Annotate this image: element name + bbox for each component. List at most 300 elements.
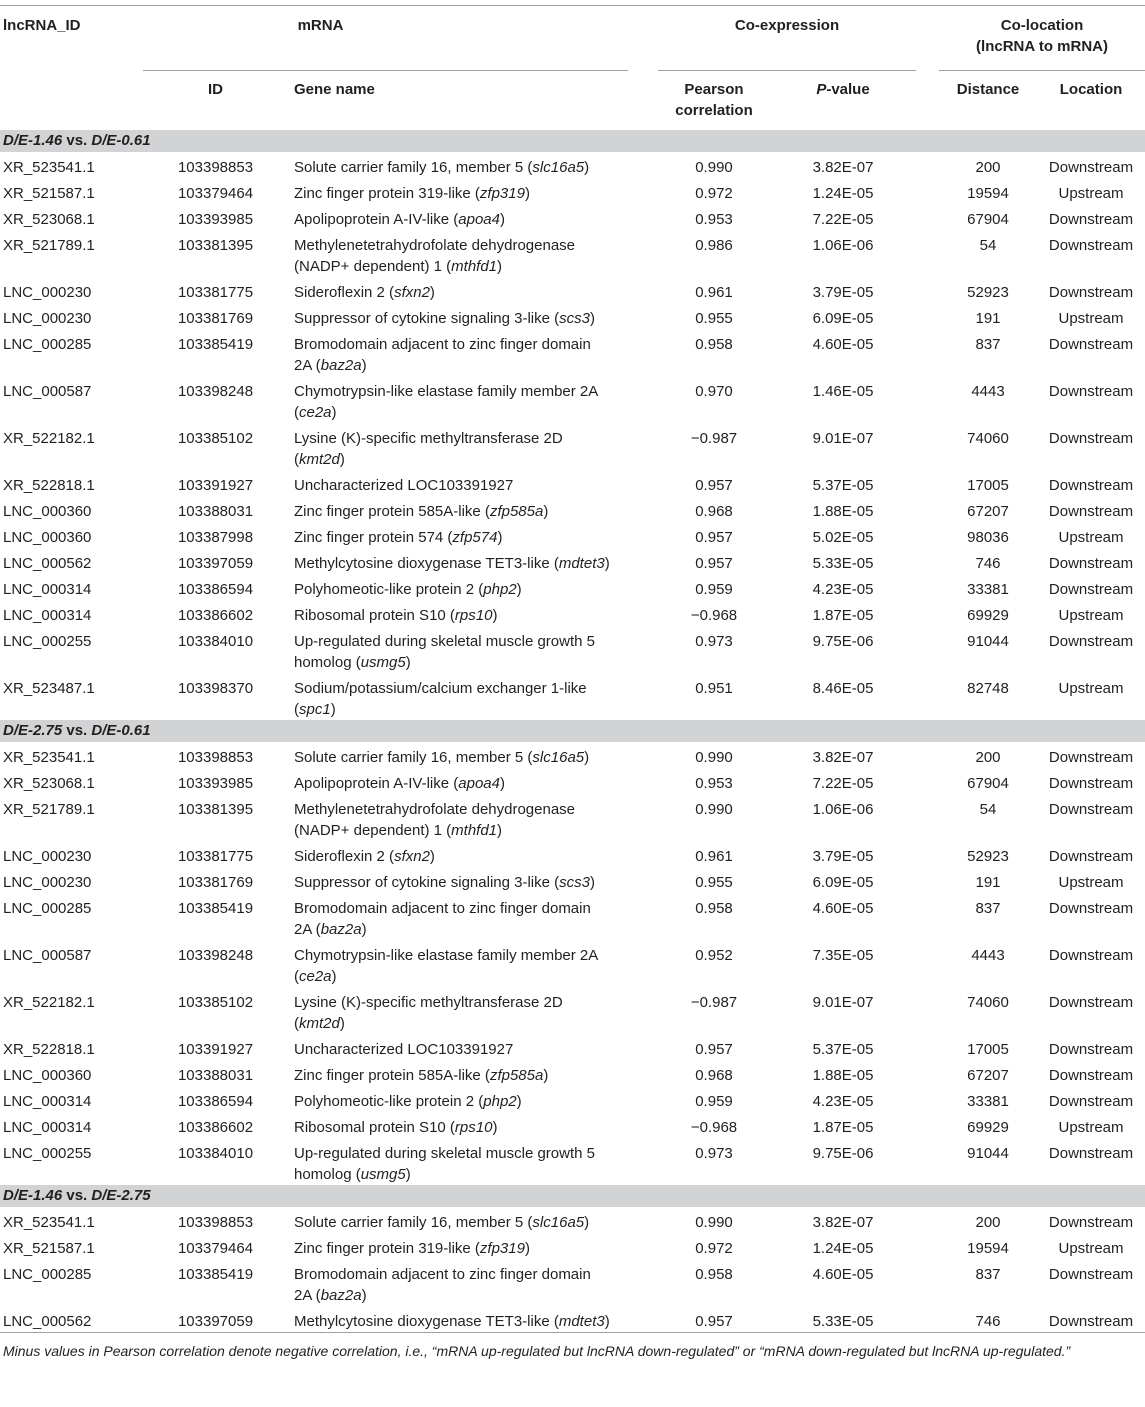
gene-name-line2: ( <box>294 451 299 468</box>
location-cell: Downstream <box>1048 749 1134 766</box>
gene-symbol: mdtet3 <box>558 1313 605 1330</box>
pvalue-cell: 3.79E-05 <box>812 848 874 865</box>
pvalue-cell: 1.87E-05 <box>812 607 874 624</box>
location-cell: Downstream <box>1048 211 1134 228</box>
lncrna-id-cell: LNC_000285 <box>3 1266 92 1283</box>
gene-symbol-close: ) <box>497 822 503 839</box>
location-cell: Downstream <box>1048 1145 1134 1162</box>
gene-symbol-close: ) <box>589 874 595 891</box>
distance-cell: 746 <box>975 555 1001 572</box>
gene-name-text: Apolipoprotein A-IV-like ( <box>294 775 459 792</box>
mrna-id-cell: 103381769 <box>177 310 254 327</box>
distance-cell: 200 <box>975 749 1001 766</box>
col-pearson-line2: correlation <box>675 102 753 119</box>
gene-name-cell <box>288 548 658 574</box>
location-cell: Downstream <box>1048 581 1134 598</box>
gene-symbol-close: ) <box>499 211 505 228</box>
spacer-cell <box>916 841 939 867</box>
lncrna-id-cell: XR_523541.1 <box>3 1214 95 1231</box>
gene-symbol: spc1 <box>299 701 331 718</box>
location-cell: Downstream <box>1048 159 1134 176</box>
section-title-mid: vs. <box>62 132 92 149</box>
lncrna-id-cell: XR_523068.1 <box>3 775 95 792</box>
gene-name-text: Zinc finger protein 585A-like ( <box>294 1067 490 1084</box>
spacer-cell <box>916 673 939 720</box>
gene-name-cell <box>288 204 658 230</box>
pearson-cell: 0.968 <box>695 503 733 520</box>
mrna-id-cell: 103384010 <box>177 1145 254 1162</box>
pearson-cell: 0.953 <box>695 211 733 228</box>
pearson-cell: −0.968 <box>690 607 738 624</box>
mrna-id-cell: 103379464 <box>177 1240 254 1257</box>
gene-name-cell <box>288 742 658 768</box>
spacer-cell <box>916 1207 939 1233</box>
header-row-1 <box>0 6 1145 71</box>
gene-name-text: Solute carrier family 16, member 5 ( <box>294 1214 533 1231</box>
gene-symbol: mthfd1 <box>451 258 498 275</box>
spacer-cell <box>916 626 939 673</box>
table-row <box>0 303 1145 329</box>
mrna-id-cell: 103381775 <box>177 284 254 301</box>
gene-name-text: Polyhomeotic-like protein 2 ( <box>294 581 484 598</box>
distance-cell: 67207 <box>967 503 1009 520</box>
gene-symbol-close: ) <box>405 654 411 671</box>
gene-symbol-close: ) <box>524 1240 530 1257</box>
lncrna-id-cell: XR_522182.1 <box>3 994 95 1011</box>
gene-name-cell <box>288 303 658 329</box>
spacer-cell <box>916 940 939 987</box>
pearson-cell: 0.959 <box>695 1093 733 1110</box>
gene-symbol-close: ) <box>543 503 549 520</box>
lncrna-id-cell: XR_521789.1 <box>3 801 95 818</box>
lncrna-id-cell: LNC_000230 <box>3 874 92 891</box>
lncrna-id-cell: XR_523541.1 <box>3 159 95 176</box>
table-row <box>0 152 1145 178</box>
gene-symbol: mdtet3 <box>558 555 605 572</box>
gene-symbol: ce2a <box>299 404 332 421</box>
gene-name-text: Lysine (K)-specific methyltransferase 2D <box>294 430 563 447</box>
lncrna-id-cell: LNC_000285 <box>3 900 92 917</box>
gene-name-text: Suppressor of cytokine signaling 3-like ( <box>294 874 560 891</box>
gene-symbol-close: ) <box>429 848 435 865</box>
gene-name-cell <box>288 1112 658 1138</box>
spacer-cell <box>916 574 939 600</box>
pearson-cell: 0.986 <box>695 237 733 254</box>
distance-cell: 91044 <box>967 1145 1009 1162</box>
distance-cell: 69929 <box>967 607 1009 624</box>
spacer-cell <box>916 1060 939 1086</box>
section-title <box>0 1185 1145 1207</box>
distance-cell: 17005 <box>967 477 1009 494</box>
gene-symbol: rps10 <box>454 1119 493 1136</box>
mrna-id-cell: 103388031 <box>177 1067 254 1084</box>
pvalue-cell: 9.75E-06 <box>812 633 874 650</box>
lncrna-id-cell: LNC_000255 <box>3 1145 92 1162</box>
gene-symbol: sfxn2 <box>394 284 430 301</box>
distance-cell: 19594 <box>967 185 1009 202</box>
mrna-id-cell: 103398853 <box>177 1214 254 1231</box>
gene-name-line2: ( <box>294 968 299 985</box>
mrna-id-cell: 103385419 <box>177 336 254 353</box>
spacer-cell <box>916 1233 939 1259</box>
col-coexpression: Co-expression <box>734 17 840 34</box>
gene-symbol: mthfd1 <box>451 822 498 839</box>
header-row-2 <box>0 71 1145 131</box>
table-row <box>0 1112 1145 1138</box>
gene-symbol: scs3 <box>559 310 590 327</box>
pearson-cell: −0.987 <box>690 994 738 1011</box>
table-row <box>0 423 1145 470</box>
pvalue-cell: 5.33E-05 <box>812 555 874 572</box>
location-cell: Downstream <box>1048 947 1134 964</box>
pearson-cell: 0.957 <box>695 529 733 546</box>
spacer-cell <box>916 893 939 940</box>
spacer-cell <box>916 867 939 893</box>
gene-name-text: Methylcytosine dioxygenase TET3-like ( <box>294 1313 559 1330</box>
gene-symbol-close: ) <box>339 1015 345 1032</box>
distance-cell: 74060 <box>967 430 1009 447</box>
table-row <box>0 470 1145 496</box>
lncrna-id-cell: LNC_000314 <box>3 1093 92 1110</box>
gene-name-text: Chymotrypsin-like elastase family member 2A <box>294 947 599 964</box>
pvalue-cell: 5.02E-05 <box>812 529 874 546</box>
pvalue-cell: 7.35E-05 <box>812 947 874 964</box>
location-cell: Upstream <box>1058 529 1124 546</box>
section-title-b: D/E-2.75 <box>91 1187 151 1204</box>
location-cell: Downstream <box>1048 994 1134 1011</box>
gene-symbol-close: ) <box>331 968 337 985</box>
table-row <box>0 841 1145 867</box>
gene-symbol-close: ) <box>361 1287 367 1304</box>
spacer-cell <box>916 600 939 626</box>
lncrna-id-cell: LNC_000360 <box>3 529 92 546</box>
pvalue-cell: 1.24E-05 <box>812 185 874 202</box>
gene-name-cell <box>288 329 658 376</box>
spacer-cell <box>916 742 939 768</box>
col-pearson <box>658 71 770 131</box>
lncrna-id-cell: LNC_000562 <box>3 1313 92 1330</box>
gene-name-text: Bromodomain adjacent to zinc finger domain <box>294 336 591 353</box>
gene-name-line2: 2A ( <box>294 357 321 374</box>
mrna-id-cell: 103391927 <box>177 1041 254 1058</box>
spacer-cell <box>916 178 939 204</box>
spacer-cell <box>916 1112 939 1138</box>
location-cell: Upstream <box>1058 185 1124 202</box>
mrna-id-cell: 103398248 <box>177 383 254 400</box>
gene-symbol-close: ) <box>604 1313 610 1330</box>
gene-symbol: php2 <box>483 581 517 598</box>
distance-cell: 98036 <box>967 529 1009 546</box>
gene-symbol: ce2a <box>299 968 332 985</box>
table-row <box>0 1259 1145 1306</box>
gene-symbol: baz2a <box>320 921 362 938</box>
distance-cell: 200 <box>975 1214 1001 1231</box>
pvalue-cell: 7.22E-05 <box>812 775 874 792</box>
gene-name-text: Suppressor of cytokine signaling 3-like ( <box>294 310 560 327</box>
location-cell: Downstream <box>1048 633 1134 650</box>
lncrna-id-cell: LNC_000230 <box>3 310 92 327</box>
location-cell: Downstream <box>1048 848 1134 865</box>
gene-symbol: slc16a5 <box>532 159 585 176</box>
table-row <box>0 1060 1145 1086</box>
pvalue-cell: 4.60E-05 <box>812 336 874 353</box>
gene-symbol-close: ) <box>589 310 595 327</box>
gene-symbol-close: ) <box>339 451 345 468</box>
gene-symbol-close: ) <box>516 1093 522 1110</box>
mrna-id-cell: 103393985 <box>177 775 254 792</box>
lncrna-id-cell: LNC_000230 <box>3 848 92 865</box>
mrna-id-cell: 103385102 <box>177 994 254 1011</box>
table-row <box>0 867 1145 893</box>
pearson-cell: 0.958 <box>695 1266 733 1283</box>
gene-name-text: Ribosomal protein S10 ( <box>294 1119 455 1136</box>
table-row <box>0 600 1145 626</box>
gene-name-text: Uncharacterized LOC103391927 <box>294 1041 514 1058</box>
gene-name-cell <box>288 1306 658 1332</box>
pearson-cell: 0.958 <box>695 336 733 353</box>
pvalue-cell: 5.37E-05 <box>812 477 874 494</box>
gene-name-text: Apolipoprotein A-IV-like ( <box>294 211 459 228</box>
gene-name-text: Zinc finger protein 319-like ( <box>294 185 480 202</box>
location-cell: Downstream <box>1048 1093 1134 1110</box>
distance-cell: 52923 <box>967 848 1009 865</box>
pearson-cell: 0.990 <box>695 159 733 176</box>
mrna-id-cell: 103398853 <box>177 749 254 766</box>
distance-cell: 52923 <box>967 284 1009 301</box>
gene-symbol-close: ) <box>524 185 530 202</box>
section-title-a: D/E-1.46 <box>3 1187 63 1204</box>
gene-name-line2: homolog ( <box>294 654 361 671</box>
distance-cell: 54 <box>979 801 997 818</box>
pvalue-cell: 3.82E-07 <box>812 749 874 766</box>
col-colocation-line2: (lncRNA to mRNA) <box>976 38 1108 55</box>
gene-name-cell <box>288 1060 658 1086</box>
gene-symbol: php2 <box>483 1093 517 1110</box>
location-cell: Downstream <box>1048 775 1134 792</box>
spacer-cell <box>916 1086 939 1112</box>
gene-symbol: rps10 <box>454 607 493 624</box>
lncrna-id-cell: XR_522818.1 <box>3 477 95 494</box>
mrna-id-cell: 103391927 <box>177 477 254 494</box>
col-pvalue-p: P <box>816 81 827 98</box>
gene-symbol: slc16a5 <box>532 1214 585 1231</box>
spacer-cell <box>916 548 939 574</box>
spacer-cell <box>916 152 939 178</box>
gene-symbol: kmt2d <box>299 1015 340 1032</box>
gene-symbol: zfp319 <box>479 185 525 202</box>
section-title-mid: vs. <box>62 1187 92 1204</box>
gene-symbol-close: ) <box>584 1214 590 1231</box>
location-cell: Upstream <box>1058 874 1124 891</box>
gene-name-text: Polyhomeotic-like protein 2 ( <box>294 1093 484 1110</box>
pvalue-cell: 1.88E-05 <box>812 503 874 520</box>
table-row <box>0 940 1145 987</box>
spacer-cell <box>916 423 939 470</box>
location-cell: Downstream <box>1048 430 1134 447</box>
pearson-cell: 0.990 <box>695 1214 733 1231</box>
location-cell: Downstream <box>1048 1214 1134 1231</box>
table-row <box>0 548 1145 574</box>
table-row <box>0 329 1145 376</box>
pearson-cell: 0.972 <box>695 185 733 202</box>
mrna-id-cell: 103381395 <box>177 801 254 818</box>
spacer-cell <box>916 277 939 303</box>
gene-name-cell <box>288 841 658 867</box>
table-row <box>0 673 1145 720</box>
col-id: ID <box>143 71 288 131</box>
table-row <box>0 178 1145 204</box>
table-row <box>0 1034 1145 1060</box>
gene-name-cell <box>288 940 658 987</box>
gene-name-line2: ( <box>294 701 299 718</box>
table-row <box>0 204 1145 230</box>
mrna-id-cell: 103379464 <box>177 185 254 202</box>
spacer-cell <box>916 303 939 329</box>
gene-symbol: scs3 <box>559 874 590 891</box>
lncrna-id-cell: LNC_000314 <box>3 1119 92 1136</box>
pearson-cell: 0.957 <box>695 555 733 572</box>
distance-cell: 17005 <box>967 1041 1009 1058</box>
gene-symbol-close: ) <box>361 357 367 374</box>
gene-symbol-close: ) <box>330 701 336 718</box>
pvalue-cell: 4.23E-05 <box>812 1093 874 1110</box>
gene-name-line2: 2A ( <box>294 921 321 938</box>
pvalue-cell: 3.82E-07 <box>812 1214 874 1231</box>
gene-symbol: zfp574 <box>452 529 498 546</box>
pearson-cell: 0.959 <box>695 581 733 598</box>
distance-cell: 54 <box>979 237 997 254</box>
table-row <box>0 522 1145 548</box>
col-gene-name: Gene name <box>288 71 628 131</box>
distance-cell: 91044 <box>967 633 1009 650</box>
pearson-cell: 0.952 <box>695 947 733 964</box>
pearson-cell: −0.987 <box>690 430 738 447</box>
spacer-cell <box>916 204 939 230</box>
distance-cell: 200 <box>975 159 1001 176</box>
table-row <box>0 742 1145 768</box>
col-location: Location <box>1037 71 1145 131</box>
col-colocation <box>939 6 1145 71</box>
table-row <box>0 626 1145 673</box>
gene-name-text: Sideroflexin 2 ( <box>294 848 395 865</box>
distance-cell: 837 <box>975 336 1001 353</box>
distance-cell: 67904 <box>967 775 1009 792</box>
pvalue-cell: 5.33E-05 <box>812 1313 874 1330</box>
gene-name-cell <box>288 1034 658 1060</box>
distance-cell: 82748 <box>967 680 1009 697</box>
pearson-cell: 0.957 <box>695 1041 733 1058</box>
lncrna-id-cell: LNC_000360 <box>3 503 92 520</box>
section-title <box>0 720 1145 742</box>
gene-symbol-close: ) <box>604 555 610 572</box>
pvalue-cell: 7.22E-05 <box>812 211 874 228</box>
gene-name-line2: homolog ( <box>294 1166 361 1183</box>
section-title-a: D/E-2.75 <box>3 722 63 739</box>
gene-symbol: zfp585a <box>489 503 544 520</box>
table-row <box>0 1306 1145 1332</box>
pearson-cell: 0.955 <box>695 310 733 327</box>
section-header <box>0 130 1145 152</box>
lncrna-id-cell: LNC_000587 <box>3 947 92 964</box>
gene-symbol-close: ) <box>331 404 337 421</box>
col-pvalue <box>770 71 916 131</box>
location-cell: Downstream <box>1048 477 1134 494</box>
gene-name-cell <box>288 987 658 1034</box>
pvalue-cell: 1.88E-05 <box>812 1067 874 1084</box>
gene-name-text: Solute carrier family 16, member 5 ( <box>294 749 533 766</box>
pvalue-cell: 1.24E-05 <box>812 1240 874 1257</box>
gene-symbol: zfp585a <box>489 1067 544 1084</box>
distance-cell: 746 <box>975 1313 1001 1330</box>
pearson-cell: 0.958 <box>695 900 733 917</box>
table-row <box>0 230 1145 277</box>
gene-symbol-close: ) <box>492 607 498 624</box>
spacer-cell <box>916 768 939 794</box>
location-cell: Downstream <box>1048 900 1134 917</box>
location-cell: Downstream <box>1048 1266 1134 1283</box>
gene-name-line2: ( <box>294 404 299 421</box>
lncrna-id-cell: XR_522818.1 <box>3 1041 95 1058</box>
gene-symbol-close: ) <box>516 581 522 598</box>
distance-cell: 191 <box>975 874 1001 891</box>
lncrna-id-cell: LNC_000587 <box>3 383 92 400</box>
gene-name-cell <box>288 1207 658 1233</box>
spacer-cell <box>916 230 939 277</box>
spacer-cell <box>916 1306 939 1332</box>
col-lncrna-id: lncRNA_ID <box>3 17 81 34</box>
table-row <box>0 1138 1145 1185</box>
mrna-id-cell: 103385102 <box>177 430 254 447</box>
pvalue-cell: 3.79E-05 <box>812 284 874 301</box>
gene-name-line2: (NADP+ dependent) 1 ( <box>294 822 452 839</box>
pvalue-cell: 4.60E-05 <box>812 900 874 917</box>
spacer-cell <box>916 1138 939 1185</box>
gene-symbol-close: ) <box>499 775 505 792</box>
gene-name-text: Uncharacterized LOC103391927 <box>294 477 514 494</box>
pvalue-cell: 3.82E-07 <box>812 159 874 176</box>
pvalue-cell: 9.01E-07 <box>812 994 874 1011</box>
mrna-id-cell: 103387998 <box>177 529 254 546</box>
location-cell: Upstream <box>1058 680 1124 697</box>
gene-symbol: usmg5 <box>360 654 406 671</box>
pearson-cell: 0.990 <box>695 801 733 818</box>
gene-name-cell <box>288 522 658 548</box>
location-cell: Upstream <box>1058 607 1124 624</box>
pearson-cell: −0.968 <box>690 1119 738 1136</box>
location-cell: Downstream <box>1048 1041 1134 1058</box>
pearson-cell: 0.970 <box>695 383 733 400</box>
distance-cell: 837 <box>975 900 1001 917</box>
gene-symbol-close: ) <box>405 1166 411 1183</box>
pearson-cell: 0.973 <box>695 633 733 650</box>
gene-name-line2: ( <box>294 1015 299 1032</box>
spacer-cell <box>916 522 939 548</box>
gene-name-cell <box>288 152 658 178</box>
pvalue-cell: 1.06E-06 <box>812 801 874 818</box>
gene-name-cell <box>288 1259 658 1306</box>
location-cell: Downstream <box>1048 284 1134 301</box>
gene-name-cell <box>288 768 658 794</box>
footnote: Minus values in Pearson correlation denote negative correlation, i.e., “mRNA up-regulated but lncRNA down-regulated” or “mRNA down-regulated but lncRNA up-regulated.” <box>0 1332 1145 1361</box>
lncrna-id-cell: XR_521587.1 <box>3 185 95 202</box>
col-colocation-line1: Co-location <box>1000 17 1084 34</box>
lncrna-id-cell: XR_523068.1 <box>3 211 95 228</box>
lncrna-id-cell: XR_521789.1 <box>3 237 95 254</box>
gene-name-line2: 2A ( <box>294 1287 321 1304</box>
gene-name-cell <box>288 600 658 626</box>
distance-cell: 74060 <box>967 994 1009 1011</box>
gene-name-text: Up-regulated during skeletal muscle growth 5 <box>294 1145 595 1162</box>
